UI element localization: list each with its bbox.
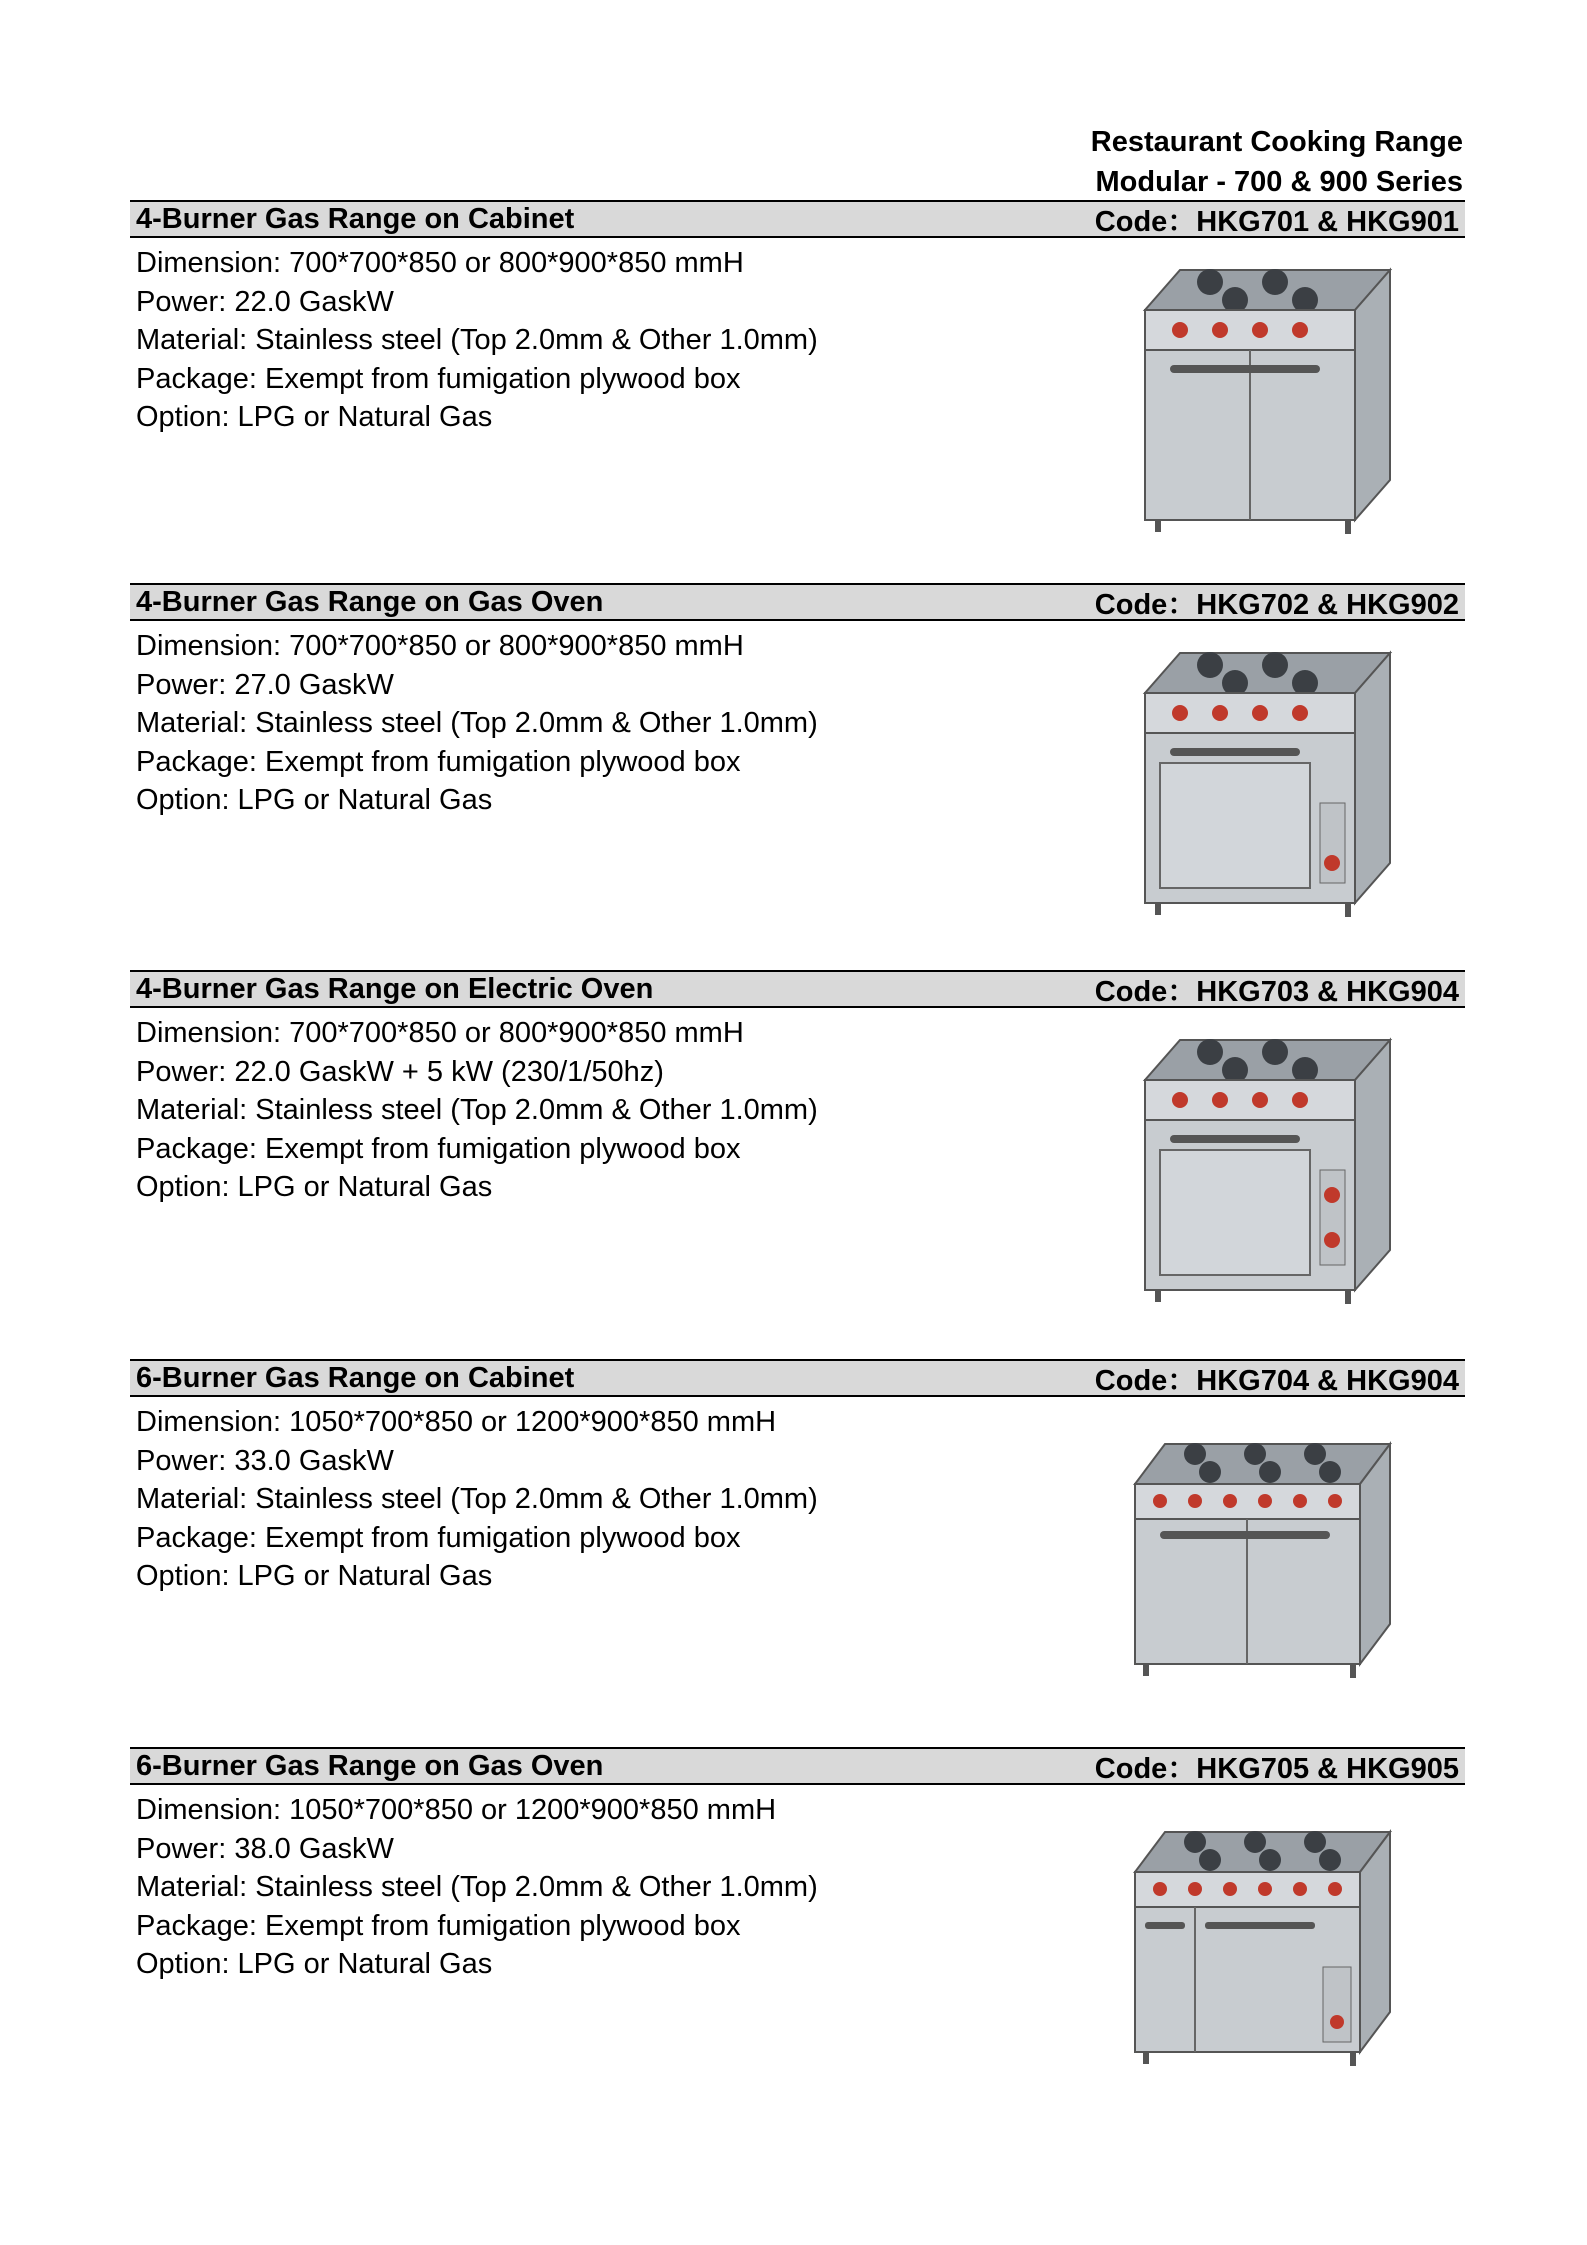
spec-power: Power: 38.0 GaskW: [136, 1832, 394, 1865]
product-section: [130, 200, 1465, 437]
spec-dimension: Dimension: 1050*700*850 or 1200*900*850 mmH: [136, 1794, 777, 1826]
product-section: [130, 970, 1465, 1207]
spec-material: Material: Stainless steel (Top 2.0mm & Other 1.0mm): [136, 1871, 818, 1903]
4-burner-range-gas-oven-image: [1115, 633, 1405, 923]
document-title: Restaurant Cooking Range: [1090, 126, 1463, 158]
spec-material: Material: Stainless steel (Top 2.0mm & Other 1.0mm): [136, 1483, 818, 1515]
4-burner-range-cabinet-image: [1115, 250, 1405, 540]
product-code: Code：HKG704 & HKG904: [1094, 1364, 1459, 1397]
product-name: 6-Burner Gas Range on Gas Oven: [136, 1749, 604, 1782]
product-name: 6-Burner Gas Range on Cabinet: [136, 1361, 575, 1394]
spec-power: Power: 33.0 GaskW: [136, 1444, 394, 1477]
product-code: Code：HKG703 & HKG904: [1094, 975, 1459, 1008]
spec-package: Package: Exempt from fumigation plywood box: [136, 1521, 741, 1554]
product-name: 4-Burner Gas Range on Electric Oven: [136, 972, 654, 1005]
product-name: 4-Burner Gas Range on Gas Oven: [136, 585, 604, 618]
product-code: Code：HKG705 & HKG905: [1094, 1752, 1459, 1785]
spec-package: Package: Exempt from fumigation plywood box: [136, 362, 741, 395]
document-header: [1091, 122, 1463, 202]
spec-package: Package: Exempt from fumigation plywood box: [136, 1132, 741, 1165]
product-code: Code：HKG701 & HKG901: [1094, 205, 1459, 238]
product-section: [130, 1747, 1465, 1984]
spec-material: Material: Stainless steel (Top 2.0mm & Other 1.0mm): [136, 324, 818, 356]
6-burner-range-cabinet-image: [1115, 1409, 1405, 1699]
product-header-bar: [130, 1747, 1465, 1785]
spec-dimension: Dimension: 700*700*850 or 800*900*850 mmH: [136, 247, 744, 279]
spec-dimension: Dimension: 700*700*850 or 800*900*850 mmH: [136, 1017, 744, 1049]
product-code: Code：HKG702 & HKG902: [1094, 588, 1459, 621]
product-section: [130, 583, 1465, 820]
spec-material: Material: Stainless steel (Top 2.0mm & Other 1.0mm): [136, 707, 818, 739]
spec-package: Package: Exempt from fumigation plywood box: [136, 745, 741, 778]
spec-material: Material: Stainless steel (Top 2.0mm & Other 1.0mm): [136, 1094, 818, 1126]
spec-power: Power: 22.0 GaskW: [136, 285, 394, 318]
document-subtitle: Modular - 700 & 900 Series: [1095, 166, 1463, 198]
product-header-bar: [130, 583, 1465, 621]
spec-option: Option: LPG or Natural Gas: [136, 1948, 493, 1980]
6-burner-range-gas-oven-image: [1115, 1797, 1405, 2087]
product-name: 4-Burner Gas Range on Cabinet: [136, 202, 575, 235]
product-section: [130, 1359, 1465, 1596]
spec-power: Power: 27.0 GaskW: [136, 668, 394, 701]
spec-option: Option: LPG or Natural Gas: [136, 401, 493, 433]
spec-dimension: Dimension: 700*700*850 or 800*900*850 mmH: [136, 630, 744, 662]
spec-power: Power: 22.0 GaskW + 5 kW (230/1/50hz): [136, 1055, 664, 1088]
product-header-bar: [130, 970, 1465, 1008]
spec-package: Package: Exempt from fumigation plywood box: [136, 1909, 741, 1942]
4-burner-range-electric-oven-image: [1115, 1020, 1405, 1310]
spec-dimension: Dimension: 1050*700*850 or 1200*900*850 mmH: [136, 1406, 777, 1438]
spec-option: Option: LPG or Natural Gas: [136, 1171, 493, 1203]
spec-option: Option: LPG or Natural Gas: [136, 1560, 493, 1592]
product-header-bar: [130, 1359, 1465, 1397]
spec-option: Option: LPG or Natural Gas: [136, 784, 493, 816]
product-header-bar: [130, 200, 1465, 238]
